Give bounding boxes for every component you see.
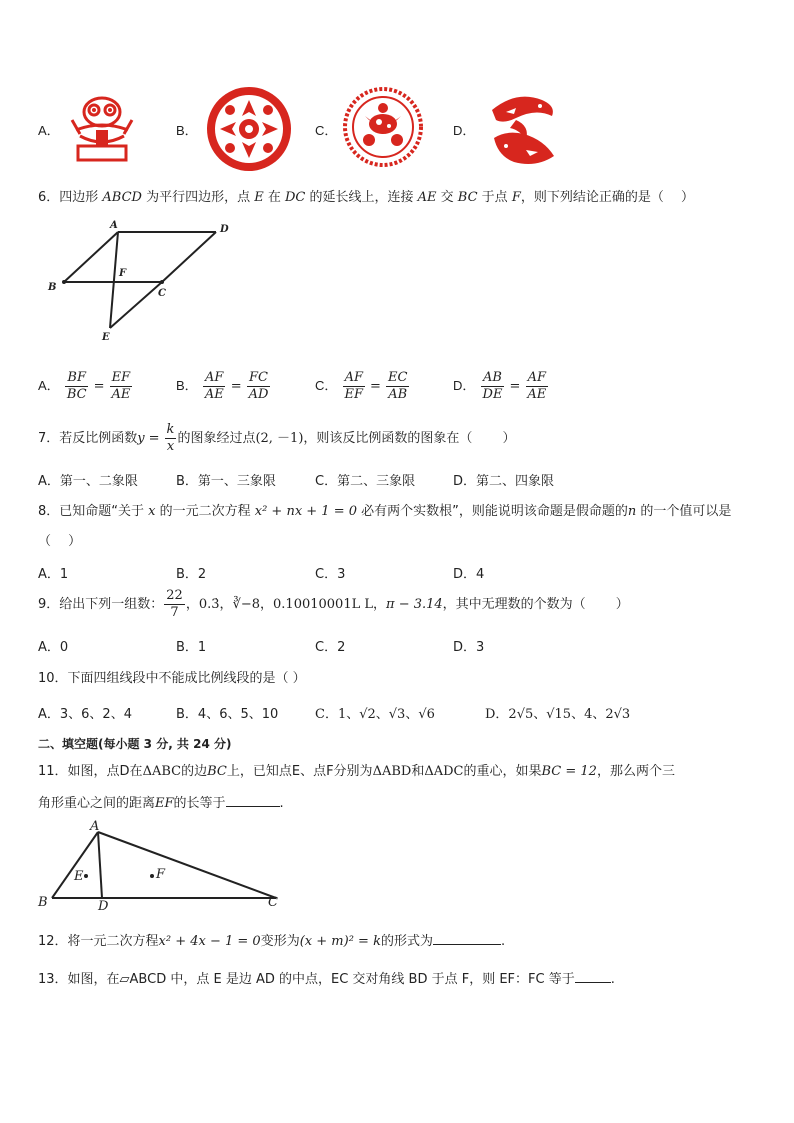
q11-question-line1: 11．如图，点D在ΔABC的边BC上，已知点E、点F分别为ΔABD和ΔADC的重心，如果BC = 12，那么两个三: [38, 764, 675, 779]
q7-option-b: B．第一、三象限: [176, 474, 276, 489]
q11-label-e: E: [74, 869, 84, 884]
q9-option-a: A．0: [38, 640, 69, 655]
q6-parallelogram-figure: [40, 216, 250, 346]
q6-label-c: C: [158, 288, 166, 299]
q7-option-a: A．第一、二象限: [38, 474, 138, 489]
q5-option-a-label: A．: [38, 123, 60, 138]
q10-option-d: D．2√5、√15、4、2√3: [485, 707, 631, 722]
q9-option-b: B．1: [176, 640, 207, 655]
q5-option-d-label: D．: [453, 123, 476, 138]
q11-question-line2: 角形重心之间的距离EF的长等于 .: [38, 796, 284, 811]
q8-question-line2: （ ）: [38, 534, 82, 549]
q10-option-a: A．3、6、2、4: [38, 707, 132, 722]
q13-answer-blank[interactable]: [575, 982, 611, 983]
q11-label-f: F: [156, 867, 166, 882]
q11-triangle-figure: [36, 818, 286, 910]
paper-cut-fish-image-a: [66, 90, 138, 164]
q7-question-text: 7．若反比例函数y = $\frac{k}{x}$ 的图象经过点(2, －1)，则该反比例函数的图象在（ ）: [38, 422, 516, 454]
q6-option-d: D． $\frac{AB}{DE}$ = $\frac{AF}{AE}$: [453, 370, 547, 402]
section-2-title: 二、填空题(每小题 3 分, 共 24 分): [38, 737, 232, 751]
q6-label-a: A: [110, 220, 118, 231]
q10-question-text: 10．下面四组线段中不能成比例线段的是（ ）: [38, 671, 306, 686]
paper-cut-round-lace-image-c: [343, 86, 423, 168]
q8-option-a: A．1: [38, 567, 69, 582]
q6-option-b: B． $\frac{AF}{AE}$ = $\frac{FC}{AD}$: [176, 370, 269, 402]
paper-cut-fish-pair-image-d: [486, 90, 560, 170]
q11-label-b: B: [38, 895, 48, 910]
q9-option-d: D．3: [453, 640, 485, 655]
q5-option-c-label: C．: [315, 123, 338, 138]
q8-question-text: 8．已知命题“关于 x 的一元二次方程 x² + nx + 1 = 0 必有两个实数根”，则能说明该命题是假命题的n 的一个值可以是: [38, 504, 732, 519]
q6-option-a: A． $\frac{BF}{BC}$ = $\frac{EF}{AE}$: [38, 370, 131, 402]
q11-label-c: C: [268, 895, 278, 910]
q7-option-d: D．第二、四象限: [453, 474, 555, 489]
q8-option-d: D．4: [453, 567, 485, 582]
q8-option-b: B．2: [176, 567, 207, 582]
paper-cut-round-flower-image-b: [206, 86, 292, 172]
q6-option-c: C． $\frac{AF}{EF}$ = $\frac{EC}{AB}$: [315, 370, 408, 402]
q9-question-text: 9．给出下列一组数： $\frac{22}{7}$ ，0.3̇，∛−8，0.10010001L L，π − 3.14，其中无理数的个数为（ ）: [38, 588, 629, 620]
q5-option-b-label: B．: [176, 123, 198, 138]
q6-label-b: B: [48, 282, 57, 293]
q6-question-text: 6．四边形 ABCD 为平行四边形，点 E 在 DC 的延长线上，连接 AE 交 BC 于点 F，则下列结论正确的是（ ）: [38, 190, 694, 205]
q11-label-a: A: [90, 819, 100, 834]
q10-option-b: B．4、6、5、10: [176, 707, 279, 722]
q12-answer-blank[interactable]: [433, 944, 501, 945]
q11-answer-blank[interactable]: [226, 806, 280, 807]
q13-question-text: 13．如图，在▱ABCD 中，点 E 是边 AD 的中点，EC 交对角线 BD 于点 F，则 EF：FC 等于 .: [38, 972, 615, 987]
q7-option-c: C．第二、三象限: [315, 474, 416, 489]
q6-label-d: D: [220, 224, 229, 235]
q6-label-e: E: [102, 332, 110, 343]
q12-question-text: 12．将一元二次方程x² + 4x − 1 = 0变形为(x + m)² = k的形式为 .: [38, 934, 506, 949]
q8-option-c: C．3: [315, 567, 346, 582]
q11-label-d: D: [98, 899, 109, 910]
q6-label-f: F: [119, 268, 127, 279]
q10-option-c: C．1、√2、√3、√6: [315, 707, 435, 722]
q9-option-c: C．2: [315, 640, 346, 655]
